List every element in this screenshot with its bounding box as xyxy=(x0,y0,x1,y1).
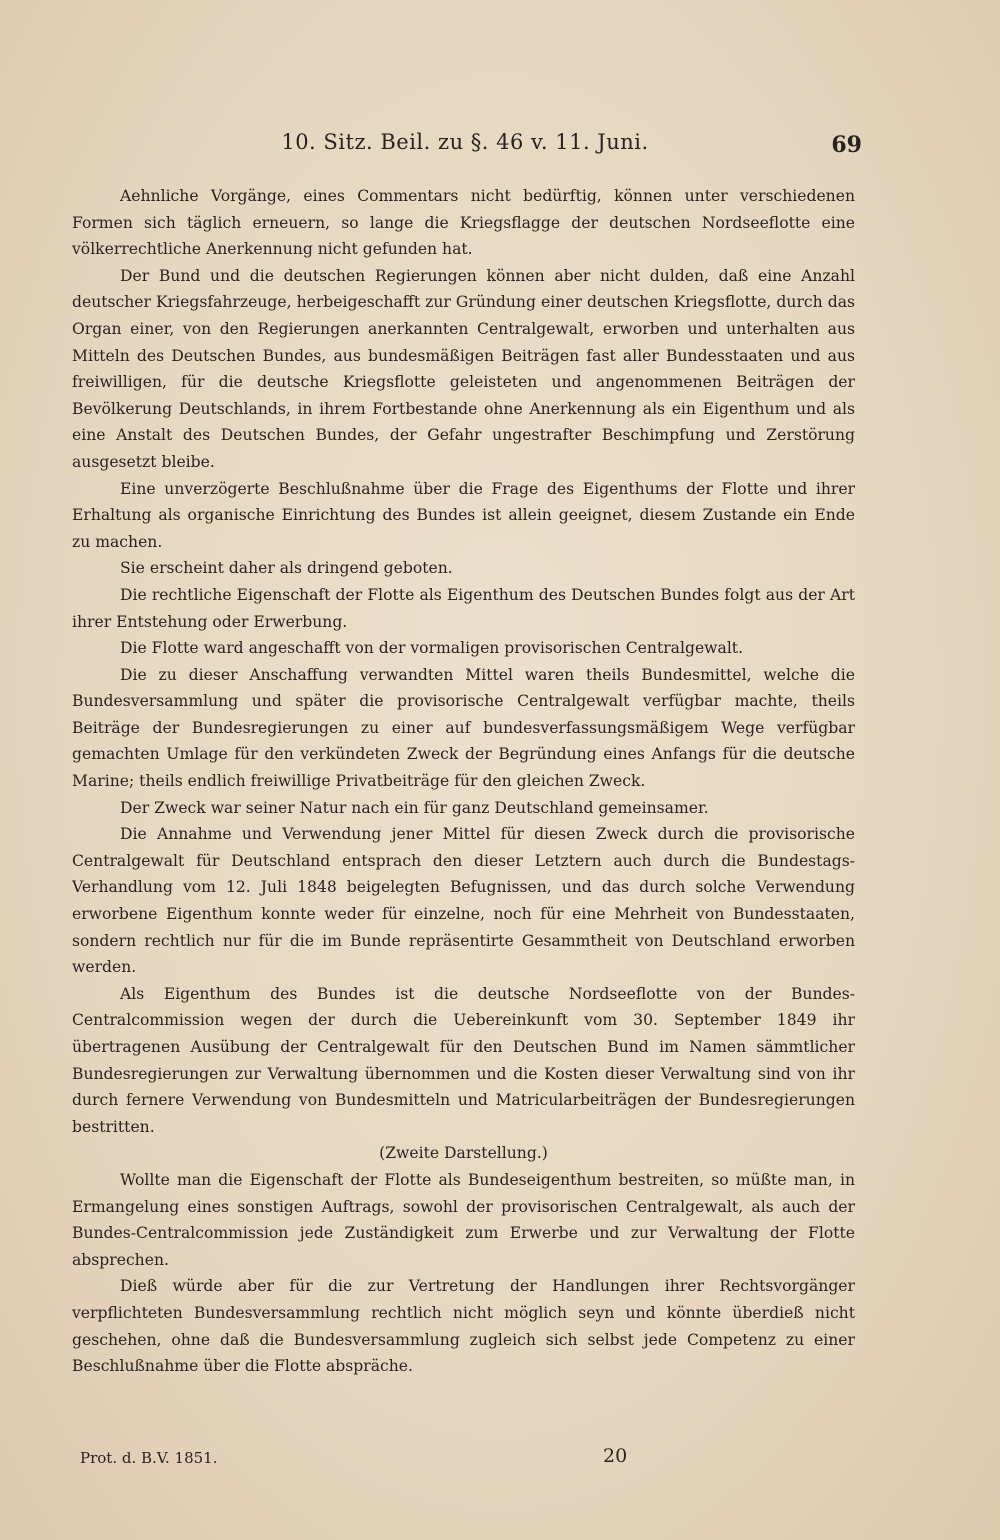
paragraph: Die rechtliche Eigenschaft der Flotte als Eigenthum des Deutschen Bundes folgt aus der Art ihrer Entstehung oder Erwerbung. xyxy=(72,585,855,631)
paragraph: Dieß würde aber für die zur Vertretung der Handlungen ihrer Rechtsvorgänger verpflichteten Bundesversammlung rechtlich nicht möglich seyn und könnte überdieß nicht geschehen, ohne daß die Bundesversammlung zugleich sich selbst jede Competenz zu einer Beschlußnahme über die Flotte abspräche. xyxy=(72,1277,855,1376)
paragraph: Eine unverzögerte Beschlußnahme über die Frage des Eigenthums der Flotte und ihrer Erhaltung als organische Einrichtung des Bundes ist allein geeignet, diesem Zustande ein Ende zu machen. xyxy=(72,479,855,551)
body-text xyxy=(72,183,855,1380)
footer-reference: Prot. d. B.V. 1851. xyxy=(80,1449,218,1467)
paragraph: Die Flotte ward angeschafft von der vormaligen provisorischen Centralgewalt. xyxy=(120,639,744,658)
paragraph: Der Bund und die deutschen Regierungen können aber nicht dulden, daß eine Anzahl deutscher Kriegsfahrzeuge, herbeigeschafft zur Gründung einer deutschen Kriegsflotte, durch das Organ einer, von den Regierungen anerkannten Centralgewalt, erworben und unterhalten aus Mitteln des Deutschen Bundes, aus bundesmäßigen Beiträgen fast aller Bundesstaaten und aus freiwilligen, für die deutsche Kriegsflotte geleisteten und angenommenen Beiträgen der Bevölkerung Deutschlands, in ihrem Fortbestande ohne Anerkennung als ein Eigenthum und als eine Anstalt des Deutschen Bundes, der Gefahr ungestrafter Beschimpfung und Zerstörung ausgesetzt bleibe. xyxy=(72,266,855,471)
page-header xyxy=(70,130,860,164)
paragraph: Wollte man die Eigenschaft der Flotte als Bundeseigenthum bestreiten, so müßte man, in Ermangelung eines sonstigen Auftrags, sowohl der provisorischen Centralgewalt, als auch der Bundes-Centralcommission jede Zuständigkeit zum Erwerbe und zur Verwaltung der Flotte absprechen. xyxy=(72,1170,855,1269)
paragraph: Die Annahme und Verwendung jener Mittel für diesen Zweck durch die provisorische Centralgewalt für Deutschland entsprach den dieser Letztern auch durch die Bundestags-Verhandlung vom 12. Juli 1848 beigelegten Befugnissen, und das durch solche Verwendung erworbene Eigenthum konnte weder für einzelne, noch für eine Mehrheit von Bundesstaaten, sondern rechtlich nur für die im Bunde repräsentirte Gesammtheit von Deutschland erworben werden. xyxy=(72,825,855,977)
paragraph: Die zu dieser Anschaffung verwandten Mittel waren theils Bundesmittel, welche die Bundesversammlung und später die provisorische Centralgewalt verfügbar machte, theils Beiträge der Bundesregierungen zu einer auf bundesverfassungsmäßigem Wege verfügbar gemachten Umlage für den verkündeten Zweck der Begründung eines Anfangs für die deutsche Marine; theils endlich freiwillige Privatbeiträge für den gleichen Zweck. xyxy=(72,665,855,791)
sheet-signature: 20 xyxy=(603,1445,628,1467)
paragraph: Als Eigenthum des Bundes ist die deutsche Nordseeflotte von der Bundes-Centralcommission wegen der durch die Uebereinkunft vom 30. September 1849 ihr übertragenen Ausübung der Centralgewalt für den Deutschen Bund im Namen sämmtlicher Bundesregierungen zur Verwaltung übernommen und die Kosten dieser Verwaltung sind von ihr durch fernere Verwendung von Bundesmitteln und Matricularbeiträgen der Bundesregierungen bestritten. xyxy=(72,984,855,1136)
paragraph: Der Zweck war seiner Natur nach ein für ganz Deutschland gemeinsamer. xyxy=(120,798,709,817)
paragraph: Aehnliche Vorgänge, eines Commentars nicht bedürftig, können unter verschiedenen Formen sich täglich erneuern, so lange die Kriegsflagge der deutschen Nordseeflotte eine völkerrechtliche Anerkennung nicht gefunden hat. xyxy=(72,187,855,259)
running-title: 10. Sitz. Beil. zu §. 46 v. 11. Juni. xyxy=(281,130,649,154)
page-number: 69 xyxy=(831,132,862,158)
section-heading: (Zweite Darstellung.) xyxy=(379,1144,548,1163)
paragraph: Sie erscheint daher als dringend geboten. xyxy=(120,559,453,578)
page-footer xyxy=(80,1445,860,1475)
